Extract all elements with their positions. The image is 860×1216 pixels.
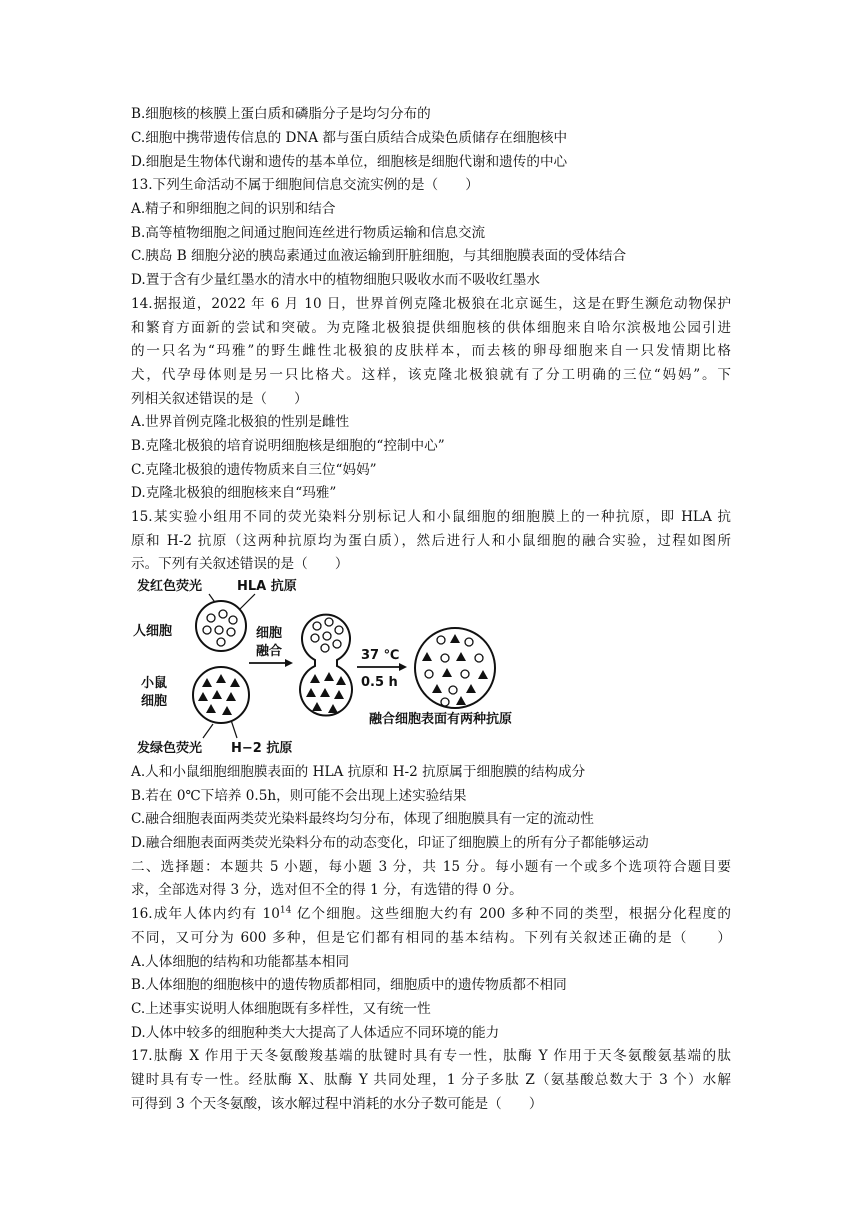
question-14-stem-line-1: 14.据报道，2022 年 6 月 10 日，世界首例克隆北极狼在北京诞生，这是在野生濒危动物保护 [131, 296, 731, 312]
question-14-stem-line-5: 列相关叙述错误的是（ ） [131, 391, 308, 407]
mouse-cell-icon [193, 667, 249, 723]
fusion-arrow-icon [249, 659, 293, 667]
question-13-option-a: A.精子和卵细胞之间的识别和结合 [131, 201, 336, 217]
human-cell-icon [196, 601, 246, 651]
question-15-option-b: B.若在 0℃下培养 0.5h，则可能不会出现上述实验结果 [131, 788, 467, 804]
question-17-stem-line-2: 键时具有专一性。经肽酶 X、肽酶 Y 共同处理，1 分子多肽 Z（氨基酸总数大于 3 个）水解 [131, 1072, 731, 1088]
question-14-option-a: A.世界首例克隆北极狼的性别是雌性 [131, 414, 350, 430]
question-14-stem-line-2: 和繁育方面新的尝试和突破。为克隆北极狼提供细胞核的供体细胞来自哈尔滨极地公园引进 [131, 320, 731, 336]
incubation-arrow-icon [357, 663, 407, 671]
question-16-option-d: D.人体中较多的细胞种类大大提高了人体适应不同环境的能力 [131, 1025, 500, 1041]
label-fusion-result: 融合细胞表面有两种抗原 [369, 712, 513, 727]
question-16-option-b: B.人体细胞的细胞核中的遗传物质都相同，细胞质中的遗传物质都不相同 [131, 977, 567, 993]
option-d-nucleus: D.细胞是生物体代谢和遗传的基本单位，细胞核是细胞代谢和遗传的中心 [131, 154, 568, 170]
question-13-stem: 13.下列生命活动不属于细胞间信息交流实例的是（ ） [131, 177, 479, 193]
option-b-nucleus: B.细胞核的核膜上蛋白质和磷脂分子是均匀分布的 [131, 106, 431, 122]
cell-fusion-diagram [131, 574, 599, 758]
label-mouse-2: 细胞 [141, 694, 168, 709]
question-14-stem-line-4: 犬，代孕母体则是另一只比格犬。这样，该克隆北极狼就有了分工明确的三位“妈妈”。下 [131, 367, 731, 383]
label-fusion-2: 融合 [256, 644, 283, 659]
label-duration: 0.5 h [361, 675, 398, 690]
fusing-cell-icon [300, 615, 352, 716]
label-h2-antigen: H−2 抗原 [231, 741, 293, 756]
question-15-option-d: D.融合细胞表面两类荧光染料分布的动态变化，印证了细胞膜上的所有分子都能够运动 [131, 835, 649, 851]
section-2-heading-line-2: 求，全部选对得 3 分，选对但不全的得 1 分，有选错的得 0 分。 [131, 882, 523, 898]
label-green-fluorescence: 发绿色荧光 [137, 741, 203, 756]
pointer-green-line [203, 724, 213, 738]
question-16-stem-line-1 [131, 904, 731, 926]
question-14-stem-line-3: 的一只名为“玛雅”的野生雌性北极狼的皮肤样本，而去核的卵母细胞来自一只发情期比格 [131, 343, 731, 359]
question-15-option-a: A.人和小鼠细胞细胞膜表面的 HLA 抗原和 H-2 抗原属于细胞膜的结构成分 [131, 764, 586, 780]
label-fusion-1: 细胞 [256, 626, 283, 641]
cell-fusion-figure [131, 574, 599, 758]
question-15-option-c: C.融合细胞表面两类荧光染料最终均匀分布，体现了细胞膜具有一定的流动性 [131, 811, 594, 827]
question-13-option-b: B.高等植物细胞之间通过胞间连丝进行物质运输和信息交流 [131, 225, 486, 241]
section-2-heading-line-1: 二、选择题：本题共 5 小题，每小题 3 分，共 15 分。每小题有一个或多个选项符合题目要 [131, 859, 731, 875]
question-16-stem-line-2: 不同，又可分为 600 多种，但是它们都有相同的基本结构。下列有关叙述正确的是（ ） [131, 930, 731, 946]
question-14-option-d: D.克隆北极狼的细胞核来自“玛雅” [131, 485, 337, 501]
question-14-option-c: C.克隆北极狼的遗传物质来自三位“妈妈” [131, 462, 377, 478]
label-temperature: 37 ℃ [361, 648, 400, 663]
question-16-exponent: 14 [279, 905, 292, 916]
question-16-text-b: 亿个细胞。这些细胞大约有 200 多种不同的类型，根据分化程度的 [291, 906, 731, 922]
label-red-fluorescence: 发红色荧光 [137, 579, 203, 594]
question-13-option-c: C.胰岛 B 细胞分泌的胰岛素通过血液运输到肝脏细胞，与其细胞膜表面的受体结合 [131, 248, 627, 264]
question-16-option-a: A.人体细胞的结构和功能都基本相同 [131, 954, 350, 970]
label-human-cell: 人细胞 [133, 624, 173, 639]
question-13-option-d: D.置于含有少量红墨水的清水中的植物细胞只吸收水而不吸收红墨水 [131, 272, 540, 288]
option-c-nucleus: C.细胞中携带遗传信息的 DNA 都与蛋白质结合成染色质储存在细胞核中 [131, 130, 568, 146]
question-17-stem-line-3: 可得到 3 个天冬氨酸，该水解过程中消耗的水分子数可能是（ ） [131, 1096, 543, 1112]
label-mouse-1: 小鼠 [141, 676, 168, 691]
question-16-option-c: C.上述事实说明人体细胞既有多样性，又有统一性 [131, 1001, 431, 1017]
question-15-stem-line-1: 15.某实验小组用不同的荧光染料分别标记人和小鼠细胞的细胞膜上的一种抗原，即 HLA 抗 [131, 509, 731, 525]
question-15-stem-line-2: 原和 H-2 抗原（这两种抗原均为蛋白质），然后进行人和小鼠细胞的融合实验，过程如图所 [131, 533, 731, 549]
label-hla-antigen: HLA 抗原 [237, 579, 297, 594]
fused-cell-icon [415, 628, 495, 708]
question-14-option-b: B.克隆北极狼的培育说明细胞核是细胞的“控制中心” [131, 438, 445, 454]
question-16-text-a: 16.成年人体内约有 10 [131, 906, 280, 922]
question-17-stem-line-1: 17.肽酶 X 作用于天冬氨酸羧基端的肽键时具有专一性，肽酶 Y 作用于天冬氨酸氨基端的肽 [131, 1048, 731, 1064]
question-15-stem-line-3: 示。下列有关叙述错误的是（ ） [131, 556, 349, 572]
